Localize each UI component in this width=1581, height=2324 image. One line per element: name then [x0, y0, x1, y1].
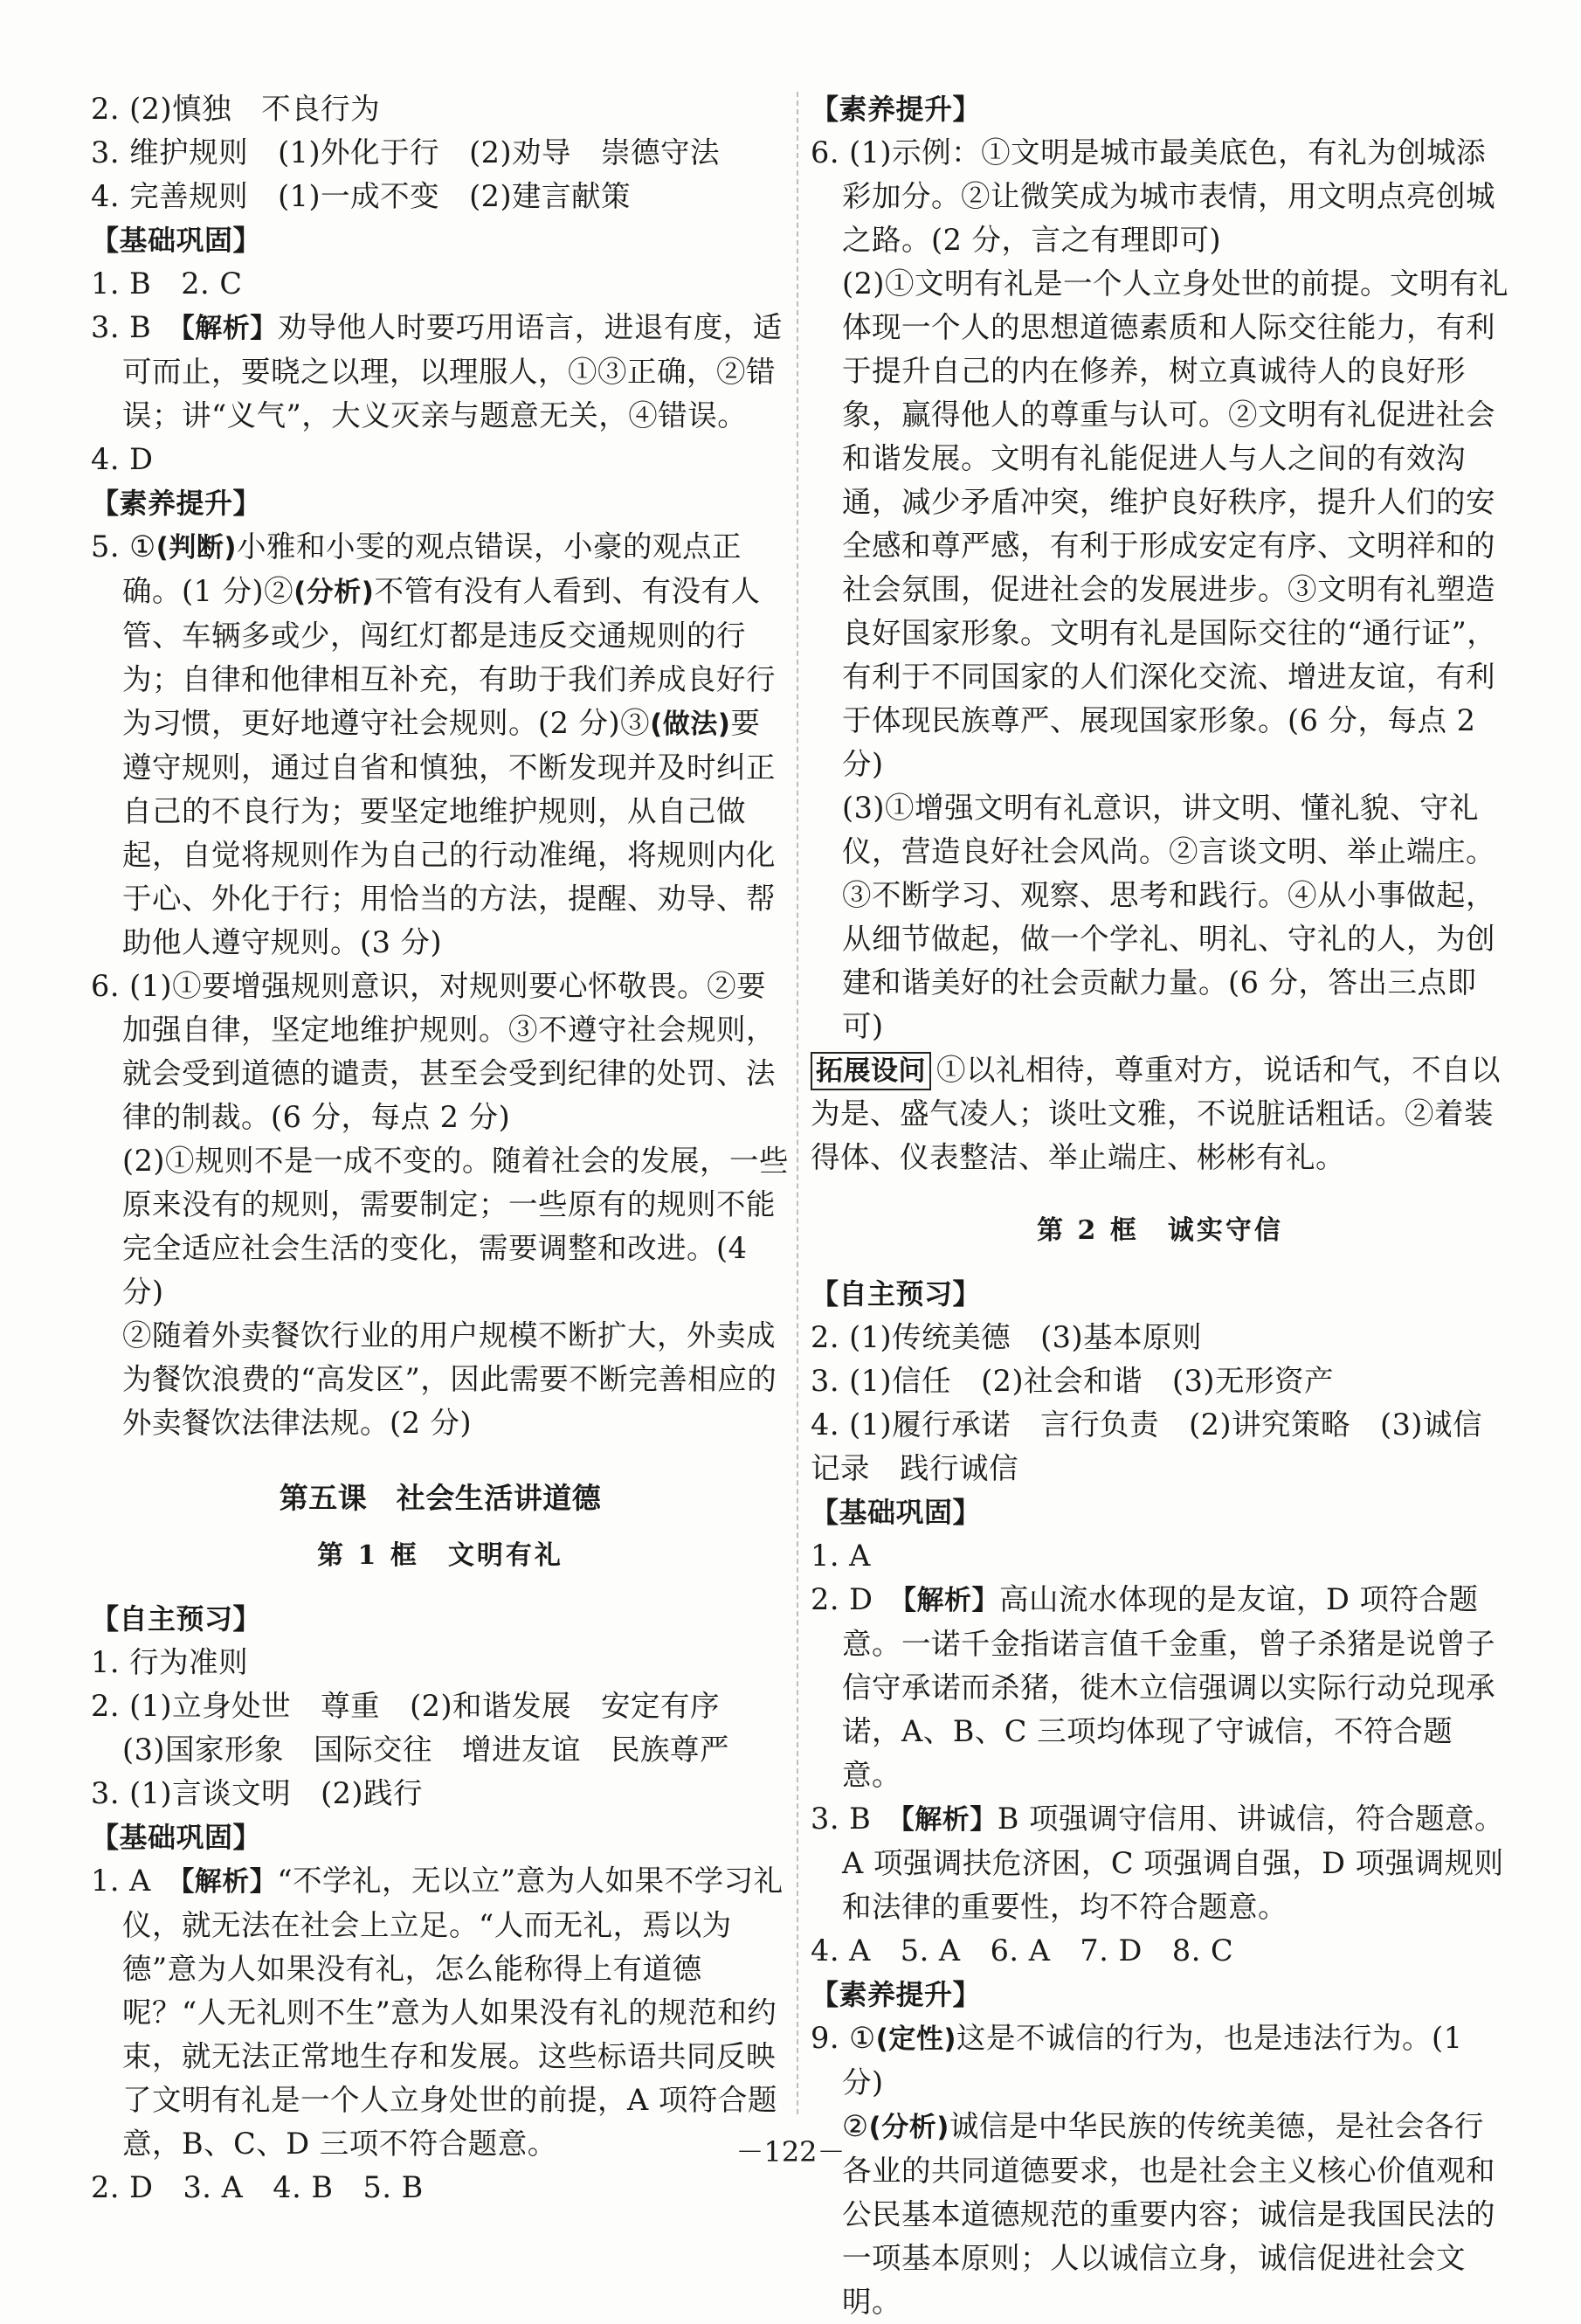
answer-paragraph: (2)①规则不是一成不变的。随着社会的发展，一些原来没有的规则，需要制定；一些原有的规则不能完全适应社会生活的变化，需要调整和改进。(4 分) — [122, 1144, 789, 1309]
answer-line: 2. (1)立身处世 尊重 (2)和谐发展 安定有序 — [91, 1689, 721, 1723]
answer-item: 6. (1)示例：①文明是城市最美底色，有礼为创城添彩加分。②让微笑成为城市表情，用文明点亮创城之路。(2 分，言之有理即可) — [811, 135, 1495, 257]
column-divider — [797, 92, 798, 2114]
analysis-label: 【解析】 — [180, 1866, 278, 1898]
answer-line: 1. A — [811, 1539, 871, 1573]
frame-title: 第 1 框 文明有礼 — [317, 1540, 563, 1571]
extension-question: 拓展设问 ①以礼相待，尊重对方，说话和气，不自以为是、盛气凌人；谈吐文雅，不说脏话粗话。②着装得体、仪表整洁、举止端庄、彬彬有礼。 — [811, 1053, 1501, 1174]
answer-item: 9. ①(定性)这是不诚信的行为，也是违法行为。(1 分) — [811, 2021, 1463, 2099]
lesson-title: 第五课 社会生活讲道德 — [279, 1481, 602, 1515]
judge-label: (判断) — [155, 532, 237, 564]
analysis-label: 【解析】 — [181, 313, 278, 344]
answer-paragraph: (3)①增强文明有礼意识，讲文明、懂礼貌、守礼仪，营造良好社会风尚。②言谈文明、举止端庄。③不断学习、观察、思考和践行。④从小事做起，从细节做起，做一个学礼、明礼、守礼的人，为创建和谐美好的社会贡献力量。(6 分，答出三点即可) — [842, 791, 1495, 1043]
section-heading: 【素养提升】 — [811, 1978, 982, 2011]
answer-line: 3. (1)信任 (2)社会和谐 (3)无形资产 — [811, 1364, 1334, 1398]
left-column — [91, 87, 790, 2210]
answer-line: 1. B 2. C — [91, 266, 243, 301]
answer-item: 2. D 【解析】高山流水体现的是友谊，D 项符合题意。一诺千金指诺言值千金重，曾子杀猪是说曾子信守承诺而杀猪，徙木立信强调以实际行动兑现承诺，A、B、C 三项均体现了守诚信，不符合题意。 — [811, 1582, 1495, 1792]
analysis-label: 【解析】 — [901, 1804, 998, 1836]
page-number: －122－ — [735, 2135, 846, 2168]
method-label: (做法) — [650, 709, 731, 740]
answer-line: 2. (1)传统美德 (3)基本原则 — [811, 1320, 1203, 1354]
answer-paragraph: ②(分析)诚信是中华民族的传统美德，是社会各行各业的共同道德要求，也是社会主义核心价值观和公民基本道德规范的重要内容；诚信是我国民法的一项基本原则；人以诚信立身，诚信促进社会文明。 — [842, 2109, 1495, 2319]
answer-item: 5. ①(判断)小雅和小雯的观点错误，小豪的观点正确。(1 分)②(分析)不管有没有人看到、有没有人管、车辆多或少，闯红灯都是违反交通规则的行为；自律和他律相互补充，有助于我们养成良好行为习惯，更好地遵守社会规则。(2 分)③(做法)要遵守规则，通过自省和慎独，不断发现并及时纠正自己的不良行为；要坚定地维护规则，从自己做起，自觉将规则作为自己的行动准绳，将规则内化于心、外化于行；用恰当的方法，提醒、劝导、帮助他人遵守规则。(3 分) — [91, 529, 776, 959]
section-heading: 【自主预习】 — [811, 1277, 982, 1311]
answer-item: 1. A 【解析】“不学礼，无以立”意为人如果不学习礼仪，就无法在社会上立足。“人而无礼，焉以为德”意为人如果没有礼，怎么能称得上有道德呢？“人无礼则不生”意为人如果没有礼的规范和约束，就无法正常地生存和发展。这些标语共同反映了文明有礼是一个人立身处世的前提，A 项符合题意，B、C、D 三项不符合题意。 — [91, 1864, 784, 2161]
analysis-label: (分析) — [293, 577, 375, 608]
section-heading: 【基础巩固】 — [811, 1496, 982, 1529]
right-column — [811, 87, 1509, 2324]
answer-line: 4. D — [91, 442, 154, 476]
section-heading: 【基础巩固】 — [91, 1821, 262, 1854]
answer-item: 6. (1)①要增强规则意识，对规则要心怀敬畏。②要加强自律，坚定地维护规则。③不遵守社会规则，就会受到道德的谴责，甚至会受到纪律的处罚、法律的制裁。(6 分，每点 2 分) — [91, 969, 776, 1134]
analysis-label: 【解析】 — [902, 1585, 999, 1616]
section-heading: 【素养提升】 — [91, 487, 262, 520]
answer-line: 3. (1)言谈文明 (2)践行 — [91, 1776, 424, 1810]
answer-line: 2. (2)慎独 不良行为 — [91, 92, 381, 126]
section-heading: 【基础巩固】 — [91, 224, 262, 257]
answer-paragraph: ②随着外卖餐饮行业的用户规模不断扩大，外卖成为餐饮浪费的“高发区”，因此需要不断完善相应的外卖餐饮法律法规。(2 分) — [122, 1318, 777, 1440]
answer-line: 4. (1)履行承诺 言行负责 (2)讲究策略 (3)诚信记录 践行诚信 — [811, 1408, 1482, 1485]
section-heading: 【素养提升】 — [811, 93, 982, 126]
answer-item: 3. B 【解析】B 项强调守信用、讲诚信，符合题意。A 项强调扶危济困，C 项强调自强，D 项强调规则和法律的重要性，均不符合题意。 — [811, 1802, 1505, 1924]
answer-line: 2. D 3. A 4. B 5. B — [91, 2170, 424, 2204]
answer-line: 4. A 5. A 6. A 7. D 8. C — [811, 1933, 1234, 1968]
answer-line: 4. 完善规则 (1)一成不变 (2)建言献策 — [91, 179, 632, 213]
extension-label: 拓展设问 — [811, 1052, 931, 1090]
qualitative-label: (定性) — [875, 2023, 956, 2055]
answer-paragraph: (2)①文明有礼是一个人立身处世的前提。文明有礼体现一个人的思想道德素质和人际交往能力，有利于提升自己的内在修养，树立真诚待人的良好形象，赢得他人的尊重与认可。②文明有礼促进社会和谐发展。文明有礼能促进人与人之间的有效沟通，减少矛盾冲突，维护良好秩序，提升人们的安全感和尊严感，有利于形成安定有序、文明祥和的社会氛围，促进社会的发展进步。③文明有礼塑造良好国家形象。文明有礼是国际交往的“通行证”，有利于不同国家的人们深化交流、增进友谊，有利于体现民族尊严、展现国家形象。(6 分，每点 2 分) — [842, 266, 1509, 781]
answer-line: 1. 行为准则 — [91, 1645, 249, 1679]
answer-line: 3. 维护规则 (1)外化于行 (2)劝导 崇德守法 — [91, 135, 721, 169]
analysis-label: (分析) — [868, 2112, 949, 2143]
frame-title: 第 2 框 诚实守信 — [1037, 1215, 1283, 1246]
section-heading: 【自主预习】 — [91, 1602, 262, 1636]
answer-item: 3. B 【解析】劝导他人时要巧用语言，进退有度，适可而止，要晓之以理，以理服人，①③正确，②错误；讲“义气”，大义灭亲与题意无关，④错误。 — [91, 310, 783, 432]
answer-line: (3)国家形象 国际交往 增进友谊 民族尊严 — [122, 1733, 729, 1767]
